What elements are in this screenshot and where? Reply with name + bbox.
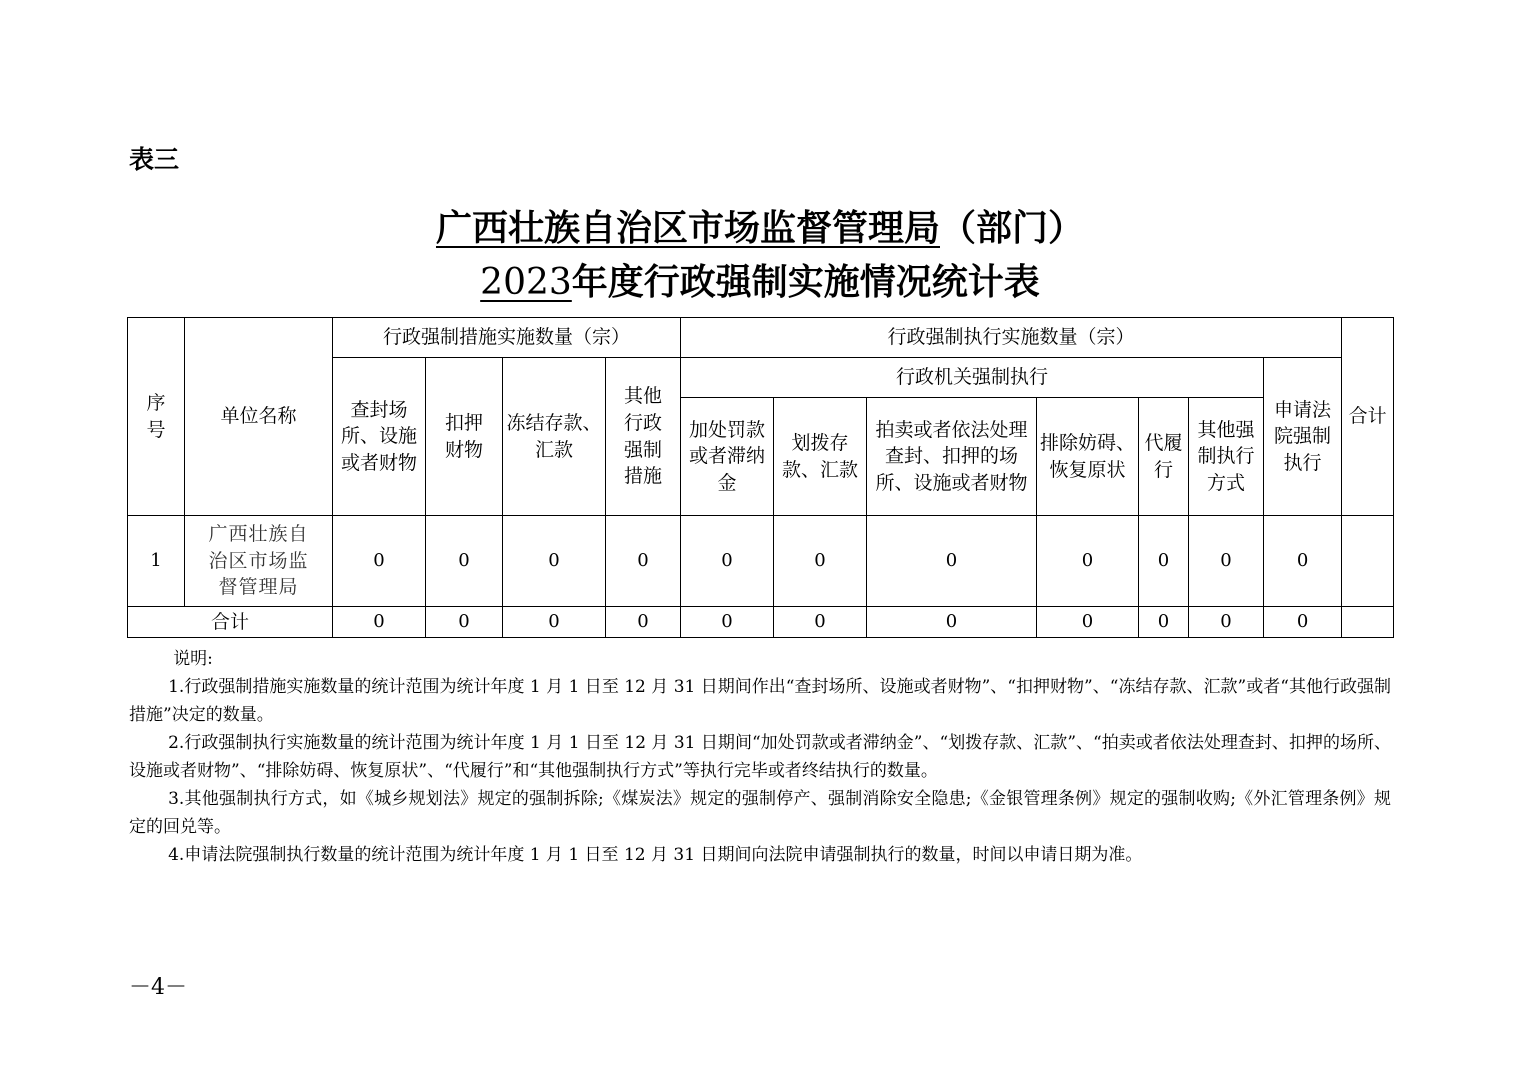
row-value: 0 bbox=[1037, 516, 1139, 607]
sum-value: 0 bbox=[1264, 607, 1342, 638]
row-value: 0 bbox=[867, 516, 1037, 607]
row-total bbox=[1342, 516, 1394, 607]
sum-value: 0 bbox=[606, 607, 681, 638]
sum-value: 0 bbox=[503, 607, 606, 638]
statistics-table bbox=[127, 317, 1394, 638]
header-remove-obstruction: 排除妨碍、恢复原状 bbox=[1037, 398, 1139, 516]
sum-row bbox=[128, 607, 1394, 638]
sum-value: 0 bbox=[333, 607, 426, 638]
title-org: 广西壮族自治区市场监督管理局 bbox=[435, 207, 940, 249]
sum-value: 0 bbox=[867, 607, 1037, 638]
header-detain: 扣押财物 bbox=[426, 358, 503, 516]
table-row bbox=[128, 516, 1394, 607]
title-dept: （部门） bbox=[940, 207, 1085, 249]
row-value: 0 bbox=[606, 516, 681, 607]
table-label: 表三 bbox=[129, 145, 180, 174]
title-rest: 年度行政强制实施情况统计表 bbox=[571, 261, 1040, 303]
header-auction: 拍卖或者依法处理查封、扣押的场所、设施或者财物 bbox=[867, 398, 1037, 516]
note-item: 2.行政强制执行实施数量的统计范围为统计年度 1 月 1 日至 12 月 31 日期间“加处罚款或者滞纳金”、“划拨存款、汇款”、“拍卖或者依法处理查封、扣押的场所、设施或者财物”、“排除妨碍、恢复原状”、“代履行”和“其他强制执行方式”等执行完毕或者终结执行的数量。 bbox=[129, 733, 1391, 781]
notes-section bbox=[129, 645, 1391, 869]
note-item: 4.申请法院强制执行数量的统计范围为统计年度 1 月 1 日至 12 月 31 日期间向法院申请强制执行的数量，时间以申请日期为准。 bbox=[168, 845, 1143, 865]
note-item: 3.其他强制执行方式，如《城乡规划法》规定的强制拆除;《煤炭法》规定的强制停产、强制消除安全隐患;《金银管理条例》规定的强制收购;《外汇管理条例》规定的回兑等。 bbox=[129, 789, 1391, 837]
document-title-line1 bbox=[0, 200, 1520, 251]
header-substitute: 代履行 bbox=[1139, 398, 1189, 516]
header-row-1 bbox=[128, 318, 1394, 358]
sum-value: 0 bbox=[1037, 607, 1139, 638]
note-item: 1.行政强制措施实施数量的统计范围为统计年度 1 月 1 日至 12 月 31 日期间作出“查封场所、设施或者财物”、“扣押财物”、“冻结存款、汇款”或者“其他行政强制措施”决定的数量。 bbox=[129, 677, 1391, 725]
row-value: 0 bbox=[1264, 516, 1342, 607]
sum-value: 0 bbox=[1189, 607, 1264, 638]
title-year: 2023 bbox=[480, 262, 572, 303]
sum-value: 0 bbox=[774, 607, 867, 638]
header-other-measure: 其他行政强制措施 bbox=[606, 358, 681, 516]
sum-label: 合计 bbox=[128, 607, 333, 638]
row-value: 0 bbox=[1139, 516, 1189, 607]
sum-total bbox=[1342, 607, 1394, 638]
header-unit-name: 单位名称 bbox=[185, 318, 333, 516]
header-measures-group: 行政强制措施实施数量（宗） bbox=[333, 318, 681, 358]
header-fine: 加处罚款或者滞纳金 bbox=[681, 398, 774, 516]
sum-value: 0 bbox=[1139, 607, 1189, 638]
header-transfer: 划拨存款、汇款 bbox=[774, 398, 867, 516]
sum-value: 0 bbox=[426, 607, 503, 638]
header-agency-execution: 行政机关强制执行 bbox=[681, 358, 1264, 398]
notes-heading: 说明: bbox=[173, 649, 213, 669]
header-other-execution: 其他强制执行方式 bbox=[1189, 398, 1264, 516]
row-unit-name: 广西壮族自治区市场监督管理局 bbox=[185, 516, 333, 607]
header-seal: 查封场所、设施或者财物 bbox=[333, 358, 426, 516]
row-value: 0 bbox=[1189, 516, 1264, 607]
header-total: 合计 bbox=[1342, 318, 1394, 516]
header-freeze: 冻结存款、汇款 bbox=[503, 358, 606, 516]
row-value: 0 bbox=[503, 516, 606, 607]
header-court-execution: 申请法院强制执行 bbox=[1264, 358, 1342, 516]
row-seq: 1 bbox=[128, 516, 185, 607]
page-number: －4－ bbox=[129, 975, 187, 1000]
document-title-line2 bbox=[0, 254, 1520, 305]
header-execution-group: 行政强制执行实施数量（宗） bbox=[681, 318, 1342, 358]
row-value: 0 bbox=[681, 516, 774, 607]
row-value: 0 bbox=[426, 516, 503, 607]
sum-value: 0 bbox=[681, 607, 774, 638]
row-value: 0 bbox=[774, 516, 867, 607]
row-value: 0 bbox=[333, 516, 426, 607]
header-seq: 序号 bbox=[128, 318, 185, 516]
